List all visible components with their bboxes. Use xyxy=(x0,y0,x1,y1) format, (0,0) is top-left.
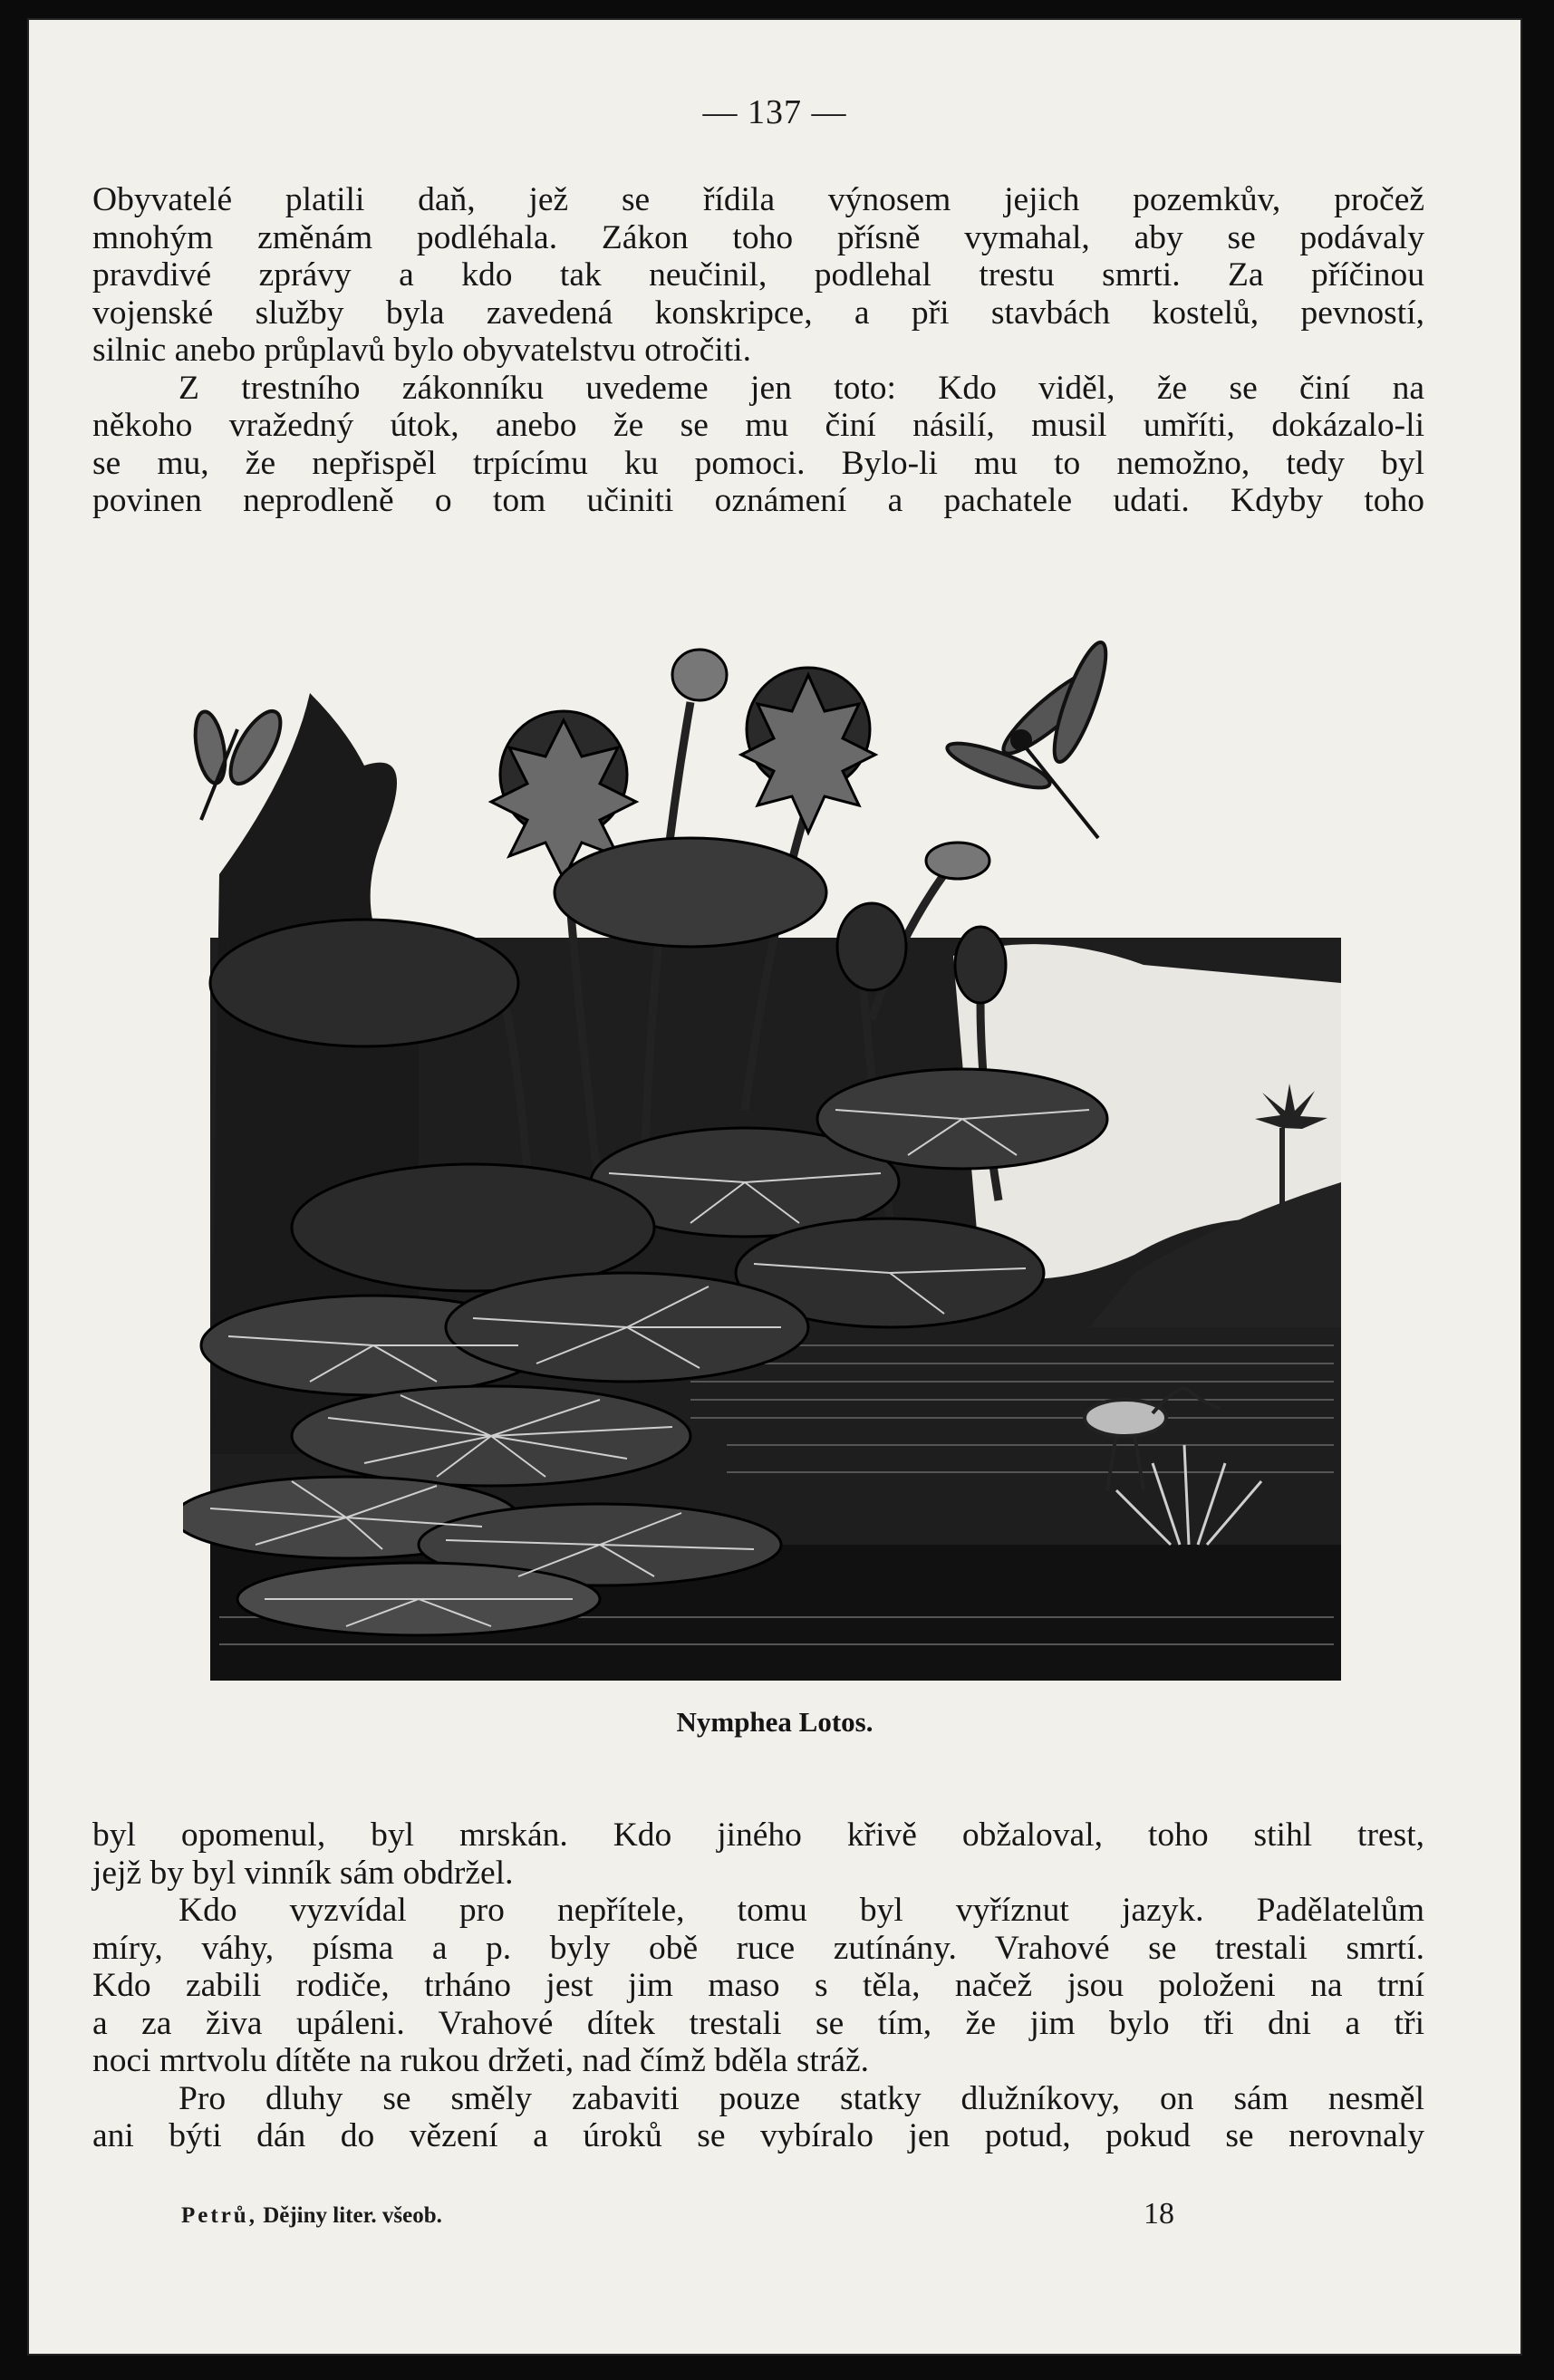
text-line: někoho vražedný útok, anebo že se mu činí násilí, musil umříti, dokázalo-li xyxy=(92,407,1424,444)
signature-mark: 18 xyxy=(1144,2197,1174,2231)
footer-title: Dějiny liter. všeob. xyxy=(263,2203,442,2228)
text-line: Kdo zabili rodiče, trháno jest jim maso s těla, načež jsou položeni na trní xyxy=(92,1967,1424,2004)
footer-author: Petrů, xyxy=(181,2203,257,2228)
text-line: povinen neprodleně o tom učiniti oznámení a pachatele udati. Kdyby toho xyxy=(92,482,1424,519)
bottom-text-block xyxy=(92,1816,1424,2155)
book-page xyxy=(27,18,1522,2356)
lotus-illustration-icon xyxy=(183,639,1341,1681)
text-line: vojenské služby byla zavedená konskripce, a při stavbách kostelů, pevností, xyxy=(92,294,1424,332)
footer-book-reference xyxy=(181,2203,442,2229)
text-line: mnohým změnám podléhala. Zákon toho přísně vymahal, aby se podávaly xyxy=(92,218,1424,256)
figure-caption: Nymphea Lotos. xyxy=(676,1706,874,1738)
text-line: Z trestního zákonníku uvedeme jen toto: Kdo viděl, že se činí na xyxy=(179,369,1424,407)
text-line: a za živa upáleni. Vrahové dítek trestali se tím, že jim bylo tři dni a tři xyxy=(92,2004,1424,2042)
text-line: Kdo vyzvídal pro nepřítele, tomu byl vyříznut jazyk. Padělatelům xyxy=(179,1892,1424,1929)
text-line: jejž by byl vinník sám obdržel. xyxy=(92,1854,514,1892)
text-line: silnic anebo průplavů bylo obyvatelstvu otročiti. xyxy=(92,332,751,369)
text-line: Obyvatelé platili daň, jež se řídila výnosem jejich pozemkův, pročež xyxy=(92,181,1424,218)
text-line: se mu, že nepřispěl trpícímu ku pomoci. Bylo-li mu to nemožno, tedy byl xyxy=(92,444,1424,482)
text-line: byl opomenul, byl mrskán. Kdo jiného křivě obžaloval, toho stihl trest, xyxy=(92,1816,1424,1854)
text-line: míry, váhy, písma a p. byly obě ruce zutínány. Vrahové se trestali smrtí. xyxy=(92,1929,1424,1967)
text-line: noci mrtvolu dítěte na rukou držeti, nad čímž bděla stráž. xyxy=(92,2042,869,2079)
text-line: ani býti dán do vězení a úroků se vybíralo jen potud, pokud se nerovnaly xyxy=(92,2117,1424,2154)
top-text-block xyxy=(92,181,1424,520)
page-number: — 137 — xyxy=(702,93,847,131)
text-line: pravdivé zprávy a kdo tak neučinil, podlehal trestu smrti. Za příčinou xyxy=(92,256,1424,294)
text-line: Pro dluhy se směly zabaviti pouze statky dlužníkovy, on sám nesměl xyxy=(179,2079,1424,2117)
